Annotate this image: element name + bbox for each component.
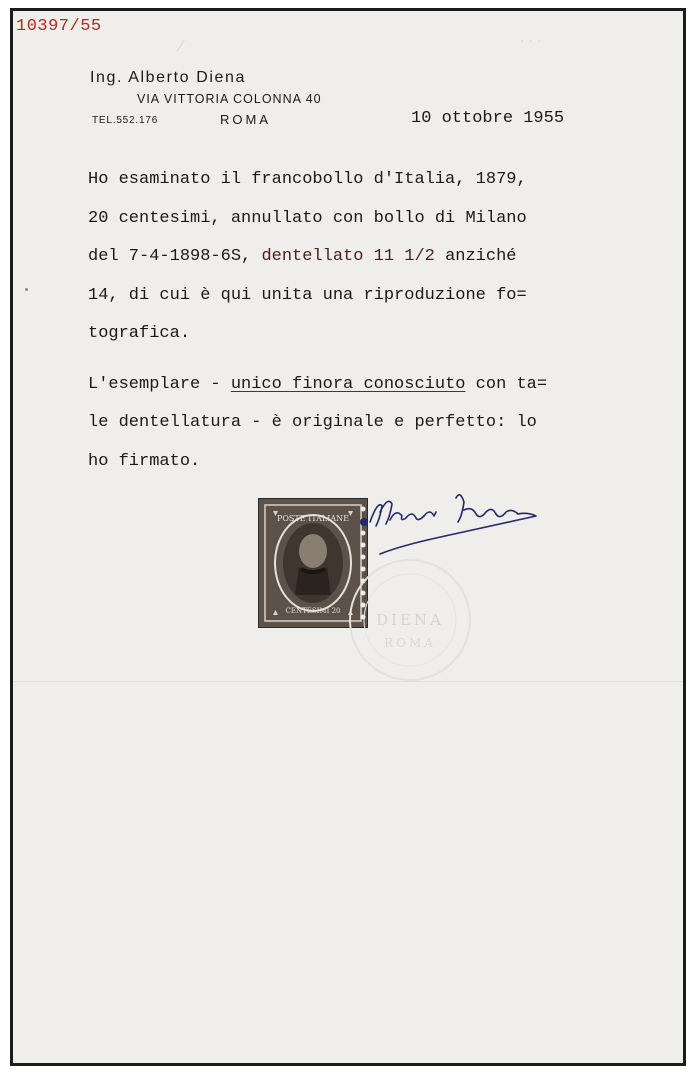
text-run: anziché [434,247,517,266]
text-line: tografica. [88,324,191,343]
reference-number: 10397/55 [16,17,102,36]
certificate-body [88,170,668,490]
diena-embossed-seal [345,555,475,685]
letterhead-name: Ing. Alberto Diena [90,69,246,86]
text-line: 20 centesimi, annullato con bollo di Milano [88,208,527,228]
letterhead-street: VIA VITTORIA COLONNA 40 [137,92,322,106]
text-line: ho firmato. [88,451,201,471]
certificate-date: 10 ottobre 1955 [411,109,565,128]
faint-pencil-mark: ⁄ [180,38,183,55]
stamp-bottom-text: CENTESIMI 20 [285,607,341,615]
text-line: 14, di cui è qui unita una riproduzione fo= [88,285,527,305]
handwritten-signature [360,482,545,562]
underlined-phrase: unico finora conosciuto [230,374,466,394]
text-line [88,375,668,414]
faint-pencil-note: · · · [520,32,542,48]
seal-name: DIENA [376,611,444,629]
text-run: con ta= [465,374,548,394]
letterhead-city: ROMA [220,112,271,127]
stamp-top-text: POSTE ITALIANE [276,514,350,523]
paragraph-2 [88,375,668,491]
paper-speck [25,288,28,291]
letterhead-telephone: TEL.552.176 [92,115,159,126]
text-line: Ho esaminato il francobollo d'Italia, 1879, [88,170,527,189]
text-run: del 7-4-1898-6S, [88,247,262,266]
perforation-emphasis: dentellato 11 1/2 [261,247,435,266]
seal-city: ROMA [384,636,436,650]
text-line [88,247,668,286]
paragraph-1 [88,170,668,363]
text-run: L'esemplare - [88,374,231,394]
text-line: le dentellatura - è originale e perfetto: lo [88,413,537,432]
